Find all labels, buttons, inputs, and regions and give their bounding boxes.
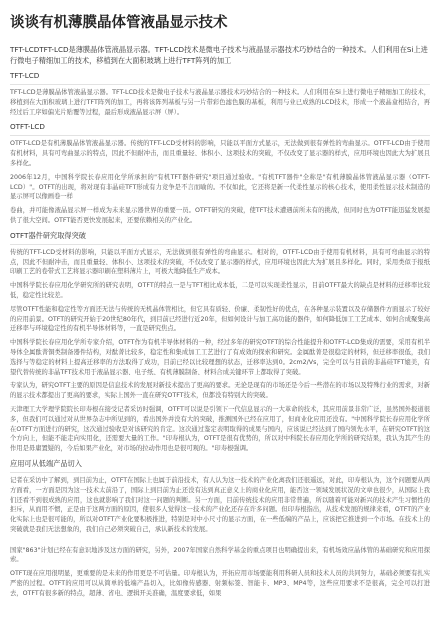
section-heading-tft-lcd: TFT-LCD [10,70,430,85]
section-heading-otft-breakthrough: OTFT器件研究取得突破 [10,230,430,245]
paragraph: 传统的TFT-LCD受材料的影响，只能以平面方式显示，无法做到很有弹性的弯曲显示。相对的，OTFT-LCD由于使用有机材料，具有可弯曲显示的特点，因此不但耐冲击，而且重量轻、体积小、这项技术的突破，不仅改变了显示器的样式，应用环境也因此大为扩展且多样化。同时，采用类似于报纸印刷工艺的卷带式工艺将显示器印刷在塑料薄片上，可极大地降低生产成本。 [10,248,430,276]
paragraph: TFT-LCD是薄膜晶体管液晶显示器。TFT-LCD技术是微电子技术与液晶显示器技术巧妙结合的一种技术。人们利用在Si上进行微电子精细加工的技术，移植到在大面积玻璃上进行TFT阵列的加工，再将该阵列基板与另一片带彩色滤色膜的基板，利用与业已成熟的LCD技术，形成一个液晶盒相结合，再经过后工序如偏光片贴覆等过程，最后形成液晶显示屏（屏）。 [10,89,430,116]
article-title: 谈谈有机薄膜晶体管液晶显示技术 [10,15,228,31]
paragraph: 中国科学院长春应用化学研究所的研究表明，OTFT的特点一是与TFT相比成本低，二是可以实现柔性显示，目前OTFT最大的缺点是材料的迁移率比较低，稳定性比较差。 [10,282,430,299]
paragraph: OTFT现在应用很明显，更重要的是未来的作用更是不可估量。印寿根认为，开拓应用市场要能利用科研人员和技术人员的共同努力，基础必须要有扎实严密的过程。OTFT的应用可以从简单的低端产品切入，比如像传感器、射频标签、智能卡、MP3、MP4等，这些应用要求不是很高，完全可以打进去，OTFT有很多新的特点，超薄、省电、逻辑开关准确，温度要求低，如果 [10,570,430,597]
paragraph: 国家"863"计划已经在有意识地涉及这方面的研究，另外，2007年国家自然科学基金的重点项目也明确提出来，有机场效应晶体管的基础研究和应用探索。 [10,546,430,564]
paragraph: 专家认为，研究OTFT主要的原因是信息技术的发展对新技术提出了更高的要求。无论是现有的市场还是今后一些潜在的市场以及特殊行业的需求，对新的显示技术都提出了更高的要求，实际上国外一直在研究OTFT技术，但都没有特别大的突破。 [10,382,430,400]
paragraph: 2006年12月，中国科学院长春应用化学所承担的"有机TFT器件研究"项目通过验收。"有机TFT器件"全称是"有机薄膜晶体管液晶显示器（OTFT-LCD）"。OTFT的出现，将对现有非晶硅TFT形成有力竞争是不言而喻的。不仅如此，它还将是新一代柔性显示的核心技术，使用柔性显示技术制造的显示屏可以像画卷一样 [10,173,430,201]
paragraph: 尽管OTFT性能和稳定性等方面还无法与传统的无机晶体管相比，但它具有质轻、价廉、柔韧性好的优点，在各种显示装置以及存储器件方面显示了较好的应用前景。OTFT的研究开始于20世纪80年代，到目前已经进行近20年，但如何设计与加工高功能的器件，如何降低加工工艺成本、如何合成聚集高迁移率与环境稳定性的有机半导体材料等，一直是研究焦点。 [10,305,430,333]
paragraph: 卷曲，并可能像液晶显示屏一样成为未来显示器世界的重要一员。OTFT研究的突破，使TFT技术遭遇前所未有的挑战，但同时也为OTFT能迅猛发展提供了很大空间。OTFT能否更快发展起来，还要依赖相关的产业化。 [10,207,430,224]
section-heading-low-end-entry: 应用可从低端产品切入 [10,458,430,473]
paragraph: 中国科学院长春应用化学所专家介绍，OTFT作为有机半导体材料的一种，经过多年的研究OTFT的综合性能提升和OTFT-LCD集成的需要，采用有机半导体全属酞菁铜类制备器件结构，对酞菁比较多，稳定性和集成加工工艺进行了有成效的探索和研究。金属酞菁是很稳定的材料，但迁移率很低，我们选择与等稳定的材料上提高迁移率的方法取得了成功，目前已经以比较理想的状态，迁移率达到0。2cm2/Vs，完全可以与目前的非晶硅TFT媲美，有望代替传统的非晶TFT技术用于液晶显示器、电子纸、有机薄膜制备、材料合成关键环节上都取得了突破。 [10,339,430,376]
paragraph: 记者在采访中了解到，到目前为止，OTFT在国际上也属于前沿技术，有人认为这一技术的产业化离我们还很遥远，对此，印寿根认为，这个问题要从两方面看，一方面是因为这一技术太前沿了，国际上到目前为止还没有达到真正意义上的商业化应用，能否这一领域发展状况的文章也很少，从国际上我们还看不到很成熟的应用，这也就影响了我们对这一问题的判断。另一方面，目前传统技术的应用非常普遍，所以随着可能对新兴的技术产生习惯性的拒斥，从而用不惯，正是由于这两方面的原因，使很多人觉得这一技术的产业化还存在许多问题。但印寿根指出，从技术发展的规律来看，OTFT的产业化实际上也是很可能的，所以对OTFT产业化要积极推进，特别是对中小尺寸的显示方面，在一些低端的产品上，应该把它推进到一个市场。在技术上的突破就是我们无法想象的，我们自己必须突破自己，承认新技术的发展。 [10,476,430,533]
paragraph: 天津理工大学理学院院长印寿根在接受记者采访时强调，OTFT可以说是引领下一代信息显示的一大革命的技术，其应用前景非常广泛，虽然国外报道很多，但我们可以通过对从世界杂志中所见到的，看出国外并没有大的突破，推测国外已经在应用了，但商业化应用还没有。"中国科学院长春应用化学所在OTFT方面进行的研究，这次通过验收是对该研究的肯定。这次通过鉴定表明取得的成果与国内，应该说已经达到了国内领先水平，在研究OTFT的这个方向上，但能不能走向实用化，还需要大量的工作。"印寿根认为，OTFT是很有优势的，所以对中科院长春应用化学所的研究结果，我认为其产生的作用是毋庸置疑的，今后如果产业化，对市场的拉动作用也是很可观的。"印寿根强调。 [10,405,430,453]
article-intro: TFT-LCDTFT-LCD是薄膜晶体管液晶显示器。TFT-LCD技术是微电子技术与液晶显示器技术巧妙结合的一种技术。人们利用在Si上进行微电子精细加工的技术，移植到在大面积玻璃上进行TFT阵列的加工 [10,45,428,65]
spacer [10,539,430,546]
section-heading-otft-lcd: OTFT-LCD [10,121,430,136]
paragraph: OTFT-LCD是有机薄膜晶体管液晶显示器。传统的TFT-LCD受材料的影响，只能以平面方式显示，无法做到很有弹性的弯曲显示。OTFT-LCD由于使用有机材料，具有可弯曲显示的特点，因此不但耐冲击，而且重量轻、体积小、这项技术的突破，不仅改变了显示器的样式，应用环境也因此大为扩展且多样化。 [10,140,430,167]
